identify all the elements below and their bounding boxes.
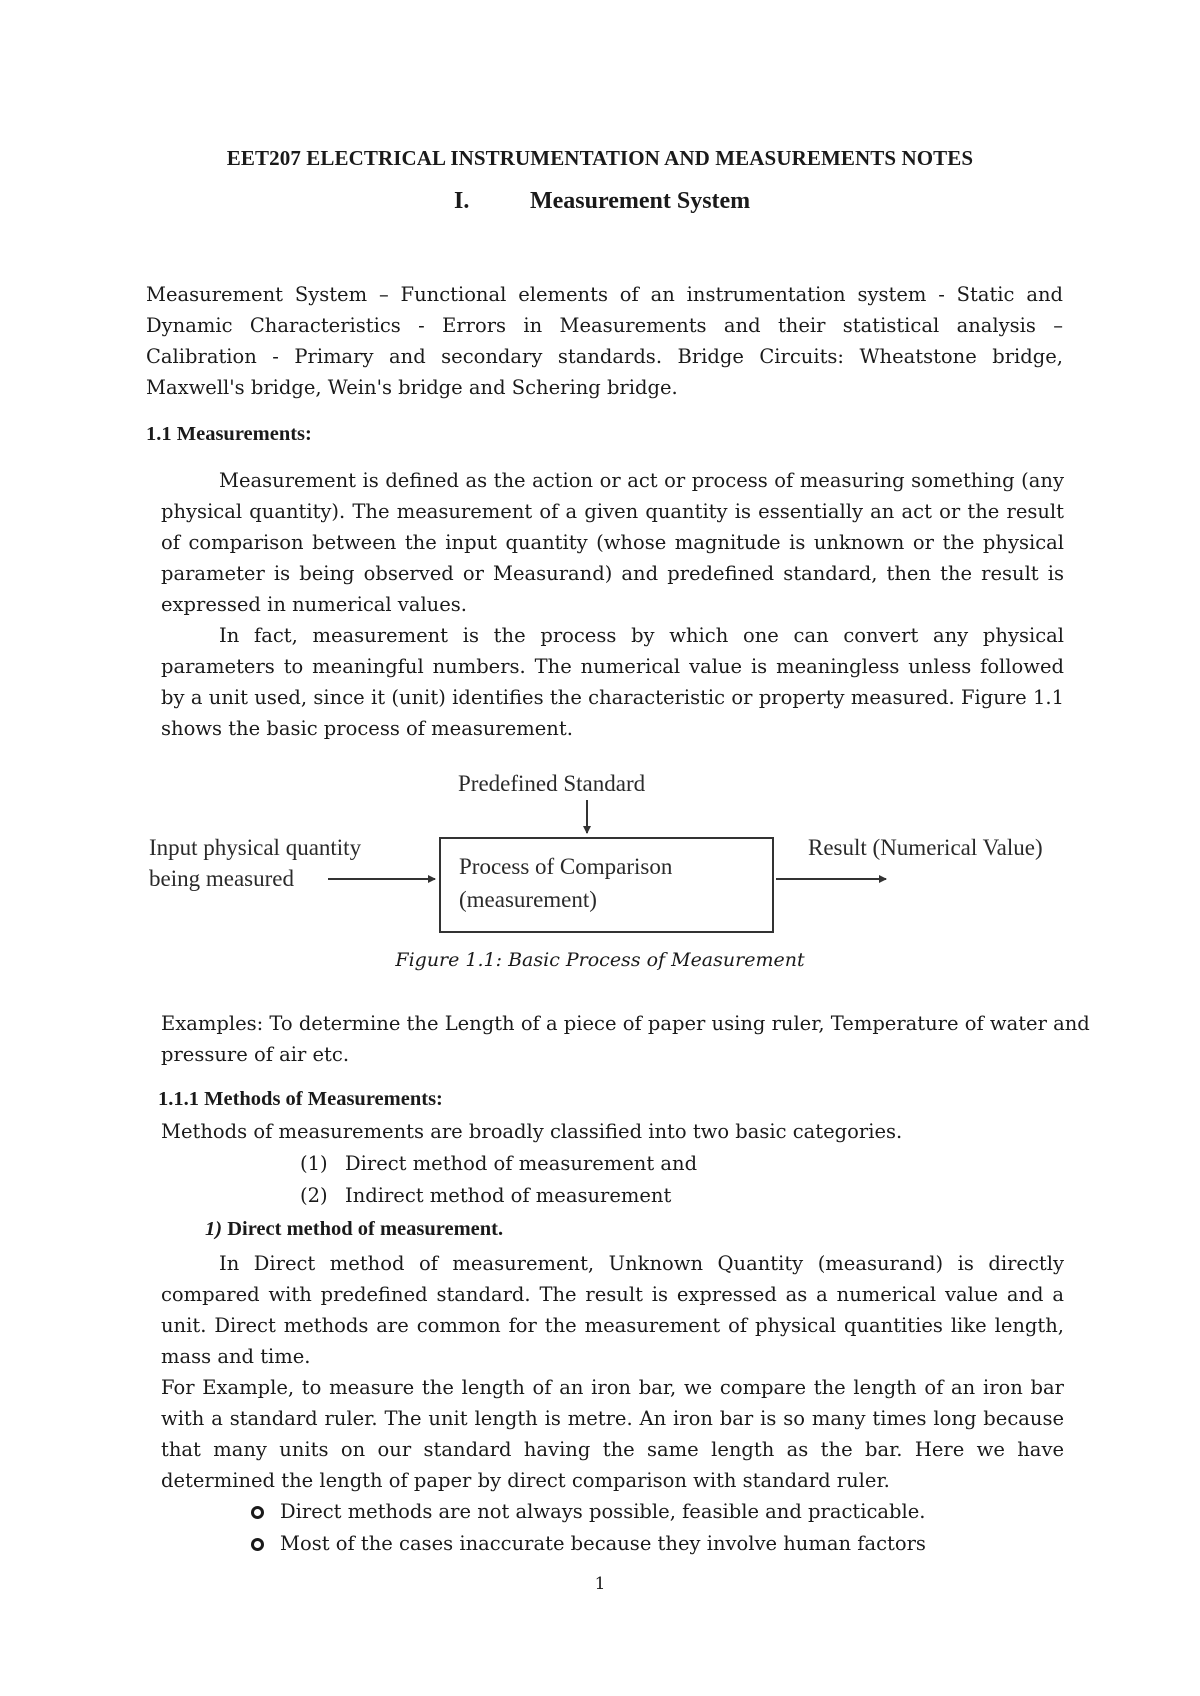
process-box-label-line2: (measurement) xyxy=(459,887,597,912)
measurements-paragraph-1: Measurement is defined as the action or act or process of measuring something (any physical quantity). The measurement of a given quantity is essentially an act or the result of comparison between the input quantity (whose magnitude is unknown or the physical parameter is being observed or Measurand) and predefined standard, then the result is expressed in numerical values. xyxy=(161,469,1064,616)
bullet-text: Most of the cases inaccurate because they involve human factors xyxy=(280,1532,926,1555)
measurements-paragraph-2: In fact, measurement is the process by which one can convert any physical parameters to meaningful numbers. The numerical value is meaningless unless followed by a unit used, since it (unit) identifies the characteristic or property measured. Figure 1.1 shows the basic process of measurement. xyxy=(161,624,1064,740)
process-box-label-line1: Process of Comparison xyxy=(459,854,673,879)
circle-bullet-icon xyxy=(251,1506,264,1519)
direct-method-paragraph-2: For Example, to measure the length of an iron bar, we compare the length of an iron bar with a standard ruler. The unit length is metre. An iron bar is so many times long because that many units on our standard having the same length as the bar. Here we have determined the length of paper by direct comparison with standard ruler. xyxy=(161,1376,1064,1492)
syllabus-paragraph: Measurement System – Functional elements of an instrumentation system - Static and Dynamic Characteristics - Errors in Measurements and their statistical analysis – Calibration - Primary and secondary standards. Bridge Circuits: Wheatstone bridge, Maxwell's bridge, Wein's bridge and Schering bridge. xyxy=(146,283,1063,399)
bullet-text: Direct methods are not always possible, feasible and practicable. xyxy=(280,1500,926,1523)
methods-intro: Methods of measurements are broadly classified into two basic categories. xyxy=(161,1120,903,1143)
list-item xyxy=(300,1180,671,1211)
direct-method-paragraph-1: In Direct method of measurement, Unknown Quantity (measurand) is directly compared with predefined standard. The result is expressed as a numerical value and a unit. Direct methods are common for the measurement of physical quantities like length, mass and time. xyxy=(161,1252,1064,1368)
document-title: EET207 ELECTRICAL INSTRUMENTATION AND MEASUREMENTS NOTES xyxy=(226,146,974,170)
direct-method-heading xyxy=(205,1218,503,1241)
subsection-heading-measurements: 1.1 Measurements: xyxy=(146,423,312,445)
result-label: Result (Numerical Value) xyxy=(808,835,1043,860)
input-quantity-label-line1: Input physical quantity xyxy=(149,835,362,860)
input-quantity-label-line2: being measured xyxy=(149,866,294,891)
predefined-standard-label: Predefined Standard xyxy=(458,771,646,796)
direct-method-number: 1) xyxy=(205,1218,223,1240)
examples-paragraph: Examples: To determine the Length of a piece of paper using ruler, Temperature of water and pressure of air etc. xyxy=(161,1012,1090,1066)
list-item-number: (2) xyxy=(300,1184,328,1207)
circle-bullet-icon xyxy=(251,1538,264,1551)
list-item xyxy=(300,1148,697,1179)
section-number: I. xyxy=(454,188,470,214)
bullet-item xyxy=(251,1528,926,1559)
subsection-heading-methods: 1.1.1 Methods of Measurements: xyxy=(158,1088,443,1110)
list-item-text: Indirect method of measurement xyxy=(345,1184,672,1207)
figure-caption: Figure 1.1: Basic Process of Measurement xyxy=(395,949,805,971)
list-item-text: Direct method of measurement and xyxy=(345,1152,698,1175)
section-title: Measurement System xyxy=(530,188,751,214)
page-number: 1 xyxy=(594,1574,606,1594)
direct-method-title: Direct method of measurement. xyxy=(227,1218,504,1240)
bullet-item xyxy=(251,1496,925,1527)
list-item-number: (1) xyxy=(300,1152,328,1175)
